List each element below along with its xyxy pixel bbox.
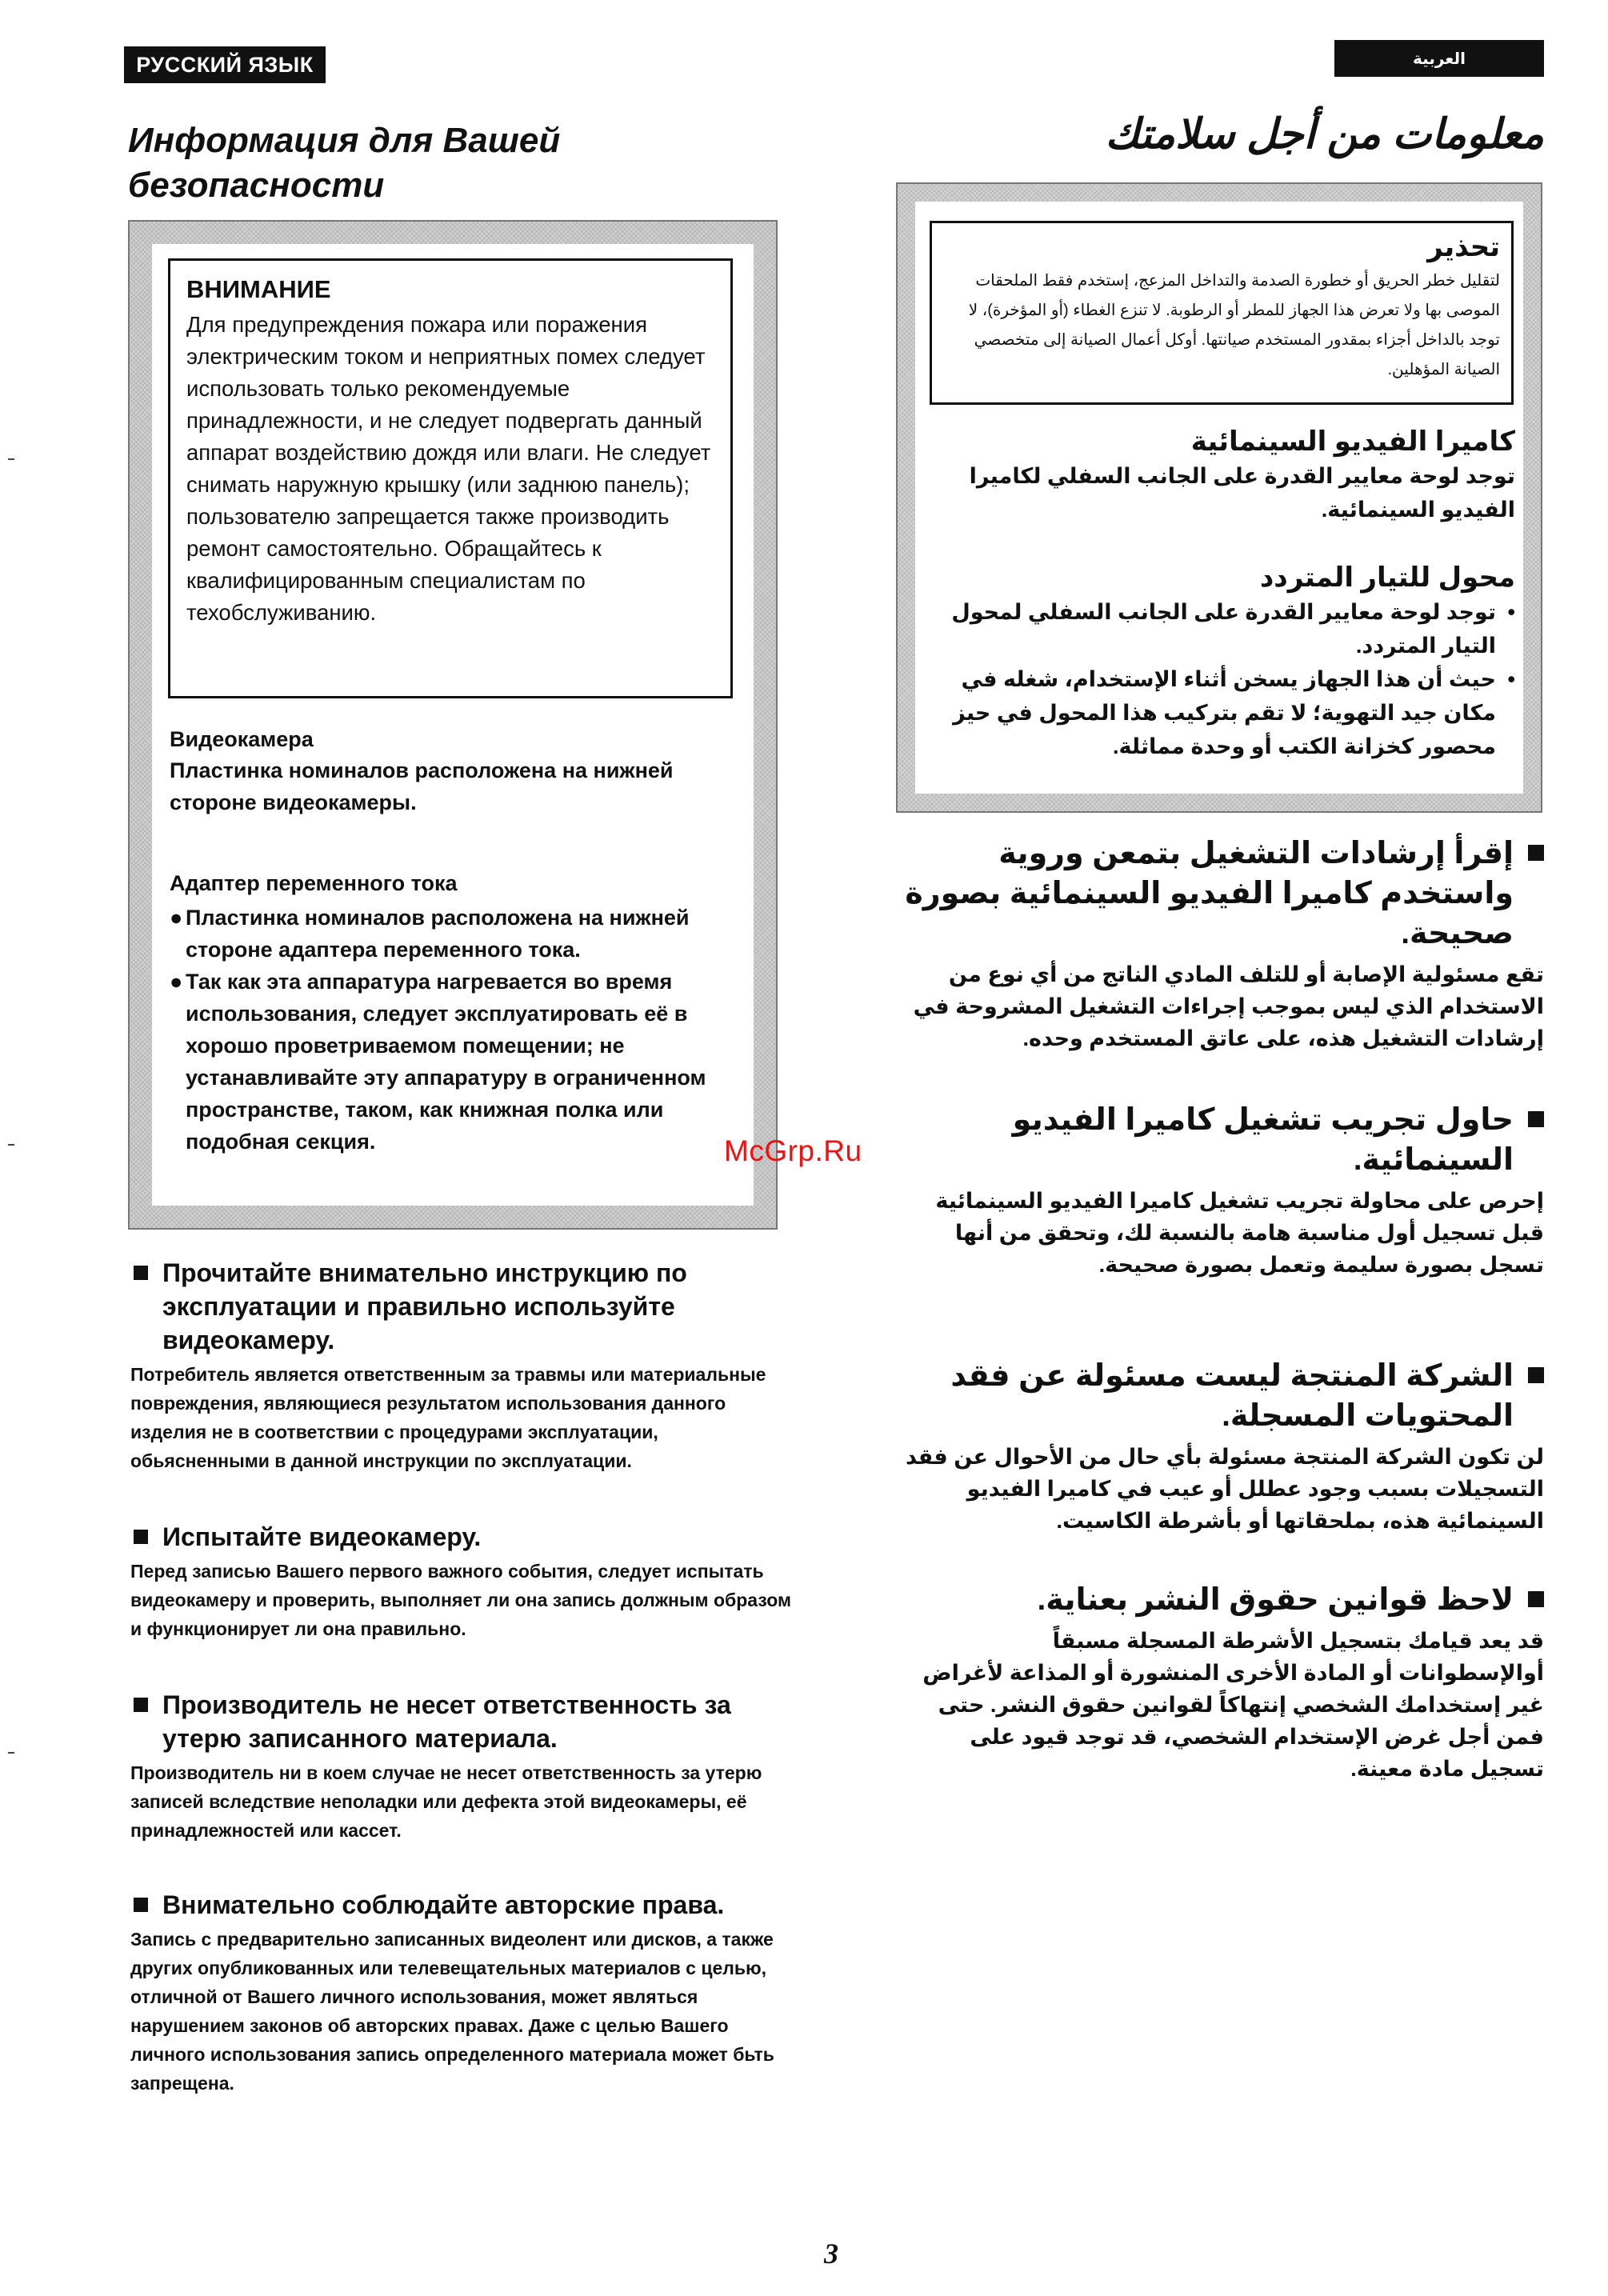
margin-mark (8, 1752, 14, 1754)
section-manufacturer-liability-arabic (904, 1356, 1544, 1537)
margin-mark (8, 1144, 14, 1146)
square-bullet-icon (134, 1266, 148, 1280)
adapter-bullet-text: توجد لوحة معايير القدرة على الجانب السفلي لمحول التيار المتردد. (951, 600, 1496, 658)
adapter-section (939, 560, 1515, 763)
section-body: تقع مسئولية الإصابة أو للتلف المادي الناتج من أي نوع من الاستخدام الذي ليس بموجب إجراءات التشغيل المشروحة في إرشادات التشغيل هذه، على عاتق المستخدم وحده. (913, 962, 1544, 1050)
warning-text: لتقليل خطر الحريق أو خطورة الصدمة والتداخل المزعج، إستخدم فقط الملحقات الموصى بها ولا تعرض هذا الجهاز للمطر أو الرطوبة. لا تنزع الغطاء (أو المؤخرة)، لا توجد بالداخل أجزاء بمقدور المستخدم صيانتها. أوكل أعمال الصيانة إلى متخصصي الصيانة المؤهلين. (968, 272, 1500, 378)
list-item (170, 902, 738, 966)
square-bullet-icon (1528, 1111, 1544, 1127)
camera-heading: Видеокамера (170, 727, 314, 751)
section-heading: Прочитайте внимательно инструкцию по эксплуатации и правильно используйте видеокамеру. (162, 1258, 687, 1354)
warning-text: Для предупреждения пожара или поражения электрическим током и неприятных помех следует использовать только рекомендуемые принадлежности, и не следует подвергать данный аппарат воздействию дождя или влаги. Не следует снимать наружную крышку (или заднюю панель); пользователю запрещается также производить ремонт самостоятельно. Обращайтесь к квалифицированным специалистам по техобслуживанию. (186, 312, 711, 625)
section-heading: حاول تجريب تشغيل كاميرا الفيديو السينمائية. (1012, 1103, 1514, 1177)
section-body: Потребитель является ответственным за травмы или материальные повреждения, являющиеся результатом использования данного изделия не в соответствии с процедурами эксплуатации, обьясненными в данной инструкции по эксплуатации. (130, 1364, 766, 1471)
section-test-camera-arabic (904, 1100, 1544, 1281)
page-number: 3 (824, 2238, 838, 2270)
warning-title: تحذير (1427, 232, 1500, 262)
section-body: إحرص على محاولة تجريب تشغيل كاميرا الفيديو السينمائية قبل تسجيل أول مناسبة هامة بالنسبة لك، وتحقق من أنها تسجل بصورة سليمة وتعمل بصورة صحيحة. (935, 1189, 1544, 1277)
list-item (170, 966, 738, 1158)
section-body: Перед записью Вашего первого важного события, следует испытать видеокамеру и проверить, выполняет ли она запись должным образом и функционирует ли она правильно. (130, 1561, 791, 1639)
adapter-bullet-text: حيث أن هذا الجهاز يسخن أثناء الإستخدام، شغله في مكان جيد التهوية؛ لا تقم بتركيب هذا المحول في حيز محصور كخزانة الكتب أو وحدة مماثلة. (953, 667, 1496, 758)
section-copyright (130, 1888, 794, 2098)
section-heading: Внимательно соблюдайте авторские права. (162, 1890, 725, 1919)
camera-text: Пластинка номиналов расположена на нижней стороне видеокамеры. (170, 758, 674, 814)
adapter-heading: محول للتيار المتردد (1259, 562, 1515, 593)
section-heading: Испытайте видеокамеру. (162, 1522, 482, 1551)
section-heading: الشركة المنتجة ليست مسئولة عن فقد المحتويات المسجلة. (950, 1359, 1514, 1433)
section-body: لن تكون الشركة المنتجة مسئولة بأي حال من الأحوال عن فقد التسجيلات بسبب وجود عطلل أو عيب في كاميرا الفيديو السينمائية هذه، بملحقاتها أو بأشرطة الكاسيت. (906, 1445, 1544, 1533)
camera-rating-section (170, 724, 738, 818)
safety-box-russian (128, 220, 778, 1230)
safety-box-inner (915, 202, 1523, 794)
square-bullet-icon (134, 1698, 148, 1712)
page-title-russian: Информация для Вашей безопасности (128, 121, 561, 205)
section-body: Производитель ни в коем случае не несет ответственность за утерю записей вследствие неполадки или дефекта этой видеокамеры, её принадлежностей или кассет. (130, 1762, 762, 1841)
adapter-bullet-text: Так как эта аппаратура нагревается во время использования, следует эксплуатировать её в хорошо проветриваемом помещении; не устанавливайте эту аппаратуру в ограниченном пространстве, таком, как книжная полка или подобная секция. (186, 970, 706, 1154)
camera-rating-section (939, 424, 1515, 526)
square-bullet-icon (134, 1898, 148, 1912)
section-test-camera (130, 1520, 794, 1643)
margin-mark (8, 458, 14, 460)
page-title-arabic: معلومات من أجل سلامتك (1105, 111, 1544, 158)
section-read-instructions (130, 1256, 794, 1475)
camera-text: توجد لوحة معايير القدرة على الجانب السفلي لكاميرا الفيديو السينمائية. (969, 464, 1515, 522)
square-bullet-icon (134, 1530, 148, 1544)
language-tag-russian: РУССКИЙ ЯЗЫК (124, 46, 326, 83)
section-heading: Производитель не несет ответственность за утерю записанного материала. (162, 1690, 731, 1753)
section-heading: لاحظ قوانين حقوق النشر بعناية. (1037, 1583, 1514, 1617)
bullet-icon: • (1507, 600, 1515, 624)
language-tag-arabic: العربية (1334, 40, 1544, 77)
bullet-icon: ● (170, 970, 183, 994)
adapter-heading: Адаптер переменного тока (170, 871, 458, 895)
warning-frame-russian (168, 258, 733, 698)
camera-heading: كاميرا الفيديو السينمائية (1190, 426, 1515, 457)
section-read-instructions-arabic (904, 834, 1544, 1054)
list-item (939, 595, 1515, 662)
list-item (939, 662, 1515, 763)
warning-title: ВНИМАНИЕ (186, 275, 331, 303)
section-body: قد يعد قيامك بتسجيل الأشرطة المسجلة مسبقاً أوالإسطوانات أو المادة الأخرى المنشورة أو المذاعة لأغراض غير إستخدامك الشخصي إنتهاكاً لقوانين حقوق النشر. حتى فمن أجل غرض الإستخدام الشخصي، قد توجد قيود على تسجيل مادة معينة. (922, 1629, 1544, 1781)
safety-box-inner (152, 244, 754, 1206)
section-body: Запись с предварительно записанных видеолент или дисков, а также других опубликованных или телевещательных материалов с целью, отличной от Вашего личного использования, может являться нарушением законов об авторских правах. Даже с целью Вашего личного использования запись определенного материала может бьть запрещена. (130, 1929, 774, 2094)
section-copyright-arabic (904, 1580, 1544, 1785)
adapter-section (170, 868, 738, 1158)
section-manufacturer-liability (130, 1688, 794, 1845)
bullet-icon: • (1507, 667, 1515, 691)
square-bullet-icon (1528, 1591, 1544, 1607)
watermark: McGrp.Ru (724, 1134, 862, 1167)
safety-box-arabic (896, 182, 1542, 813)
square-bullet-icon (1528, 845, 1544, 861)
bullet-icon: ● (170, 906, 183, 930)
warning-frame-arabic (930, 221, 1514, 405)
adapter-bullet-text: Пластинка номиналов расположена на нижней стороне адаптера переменного тока. (186, 906, 690, 962)
square-bullet-icon (1528, 1367, 1544, 1383)
section-heading: إقرأ إرشادات التشغيل بتمعن وروية واستخدم كاميرا الفيديو السينمائية بصورة صحيحة. (905, 837, 1514, 950)
